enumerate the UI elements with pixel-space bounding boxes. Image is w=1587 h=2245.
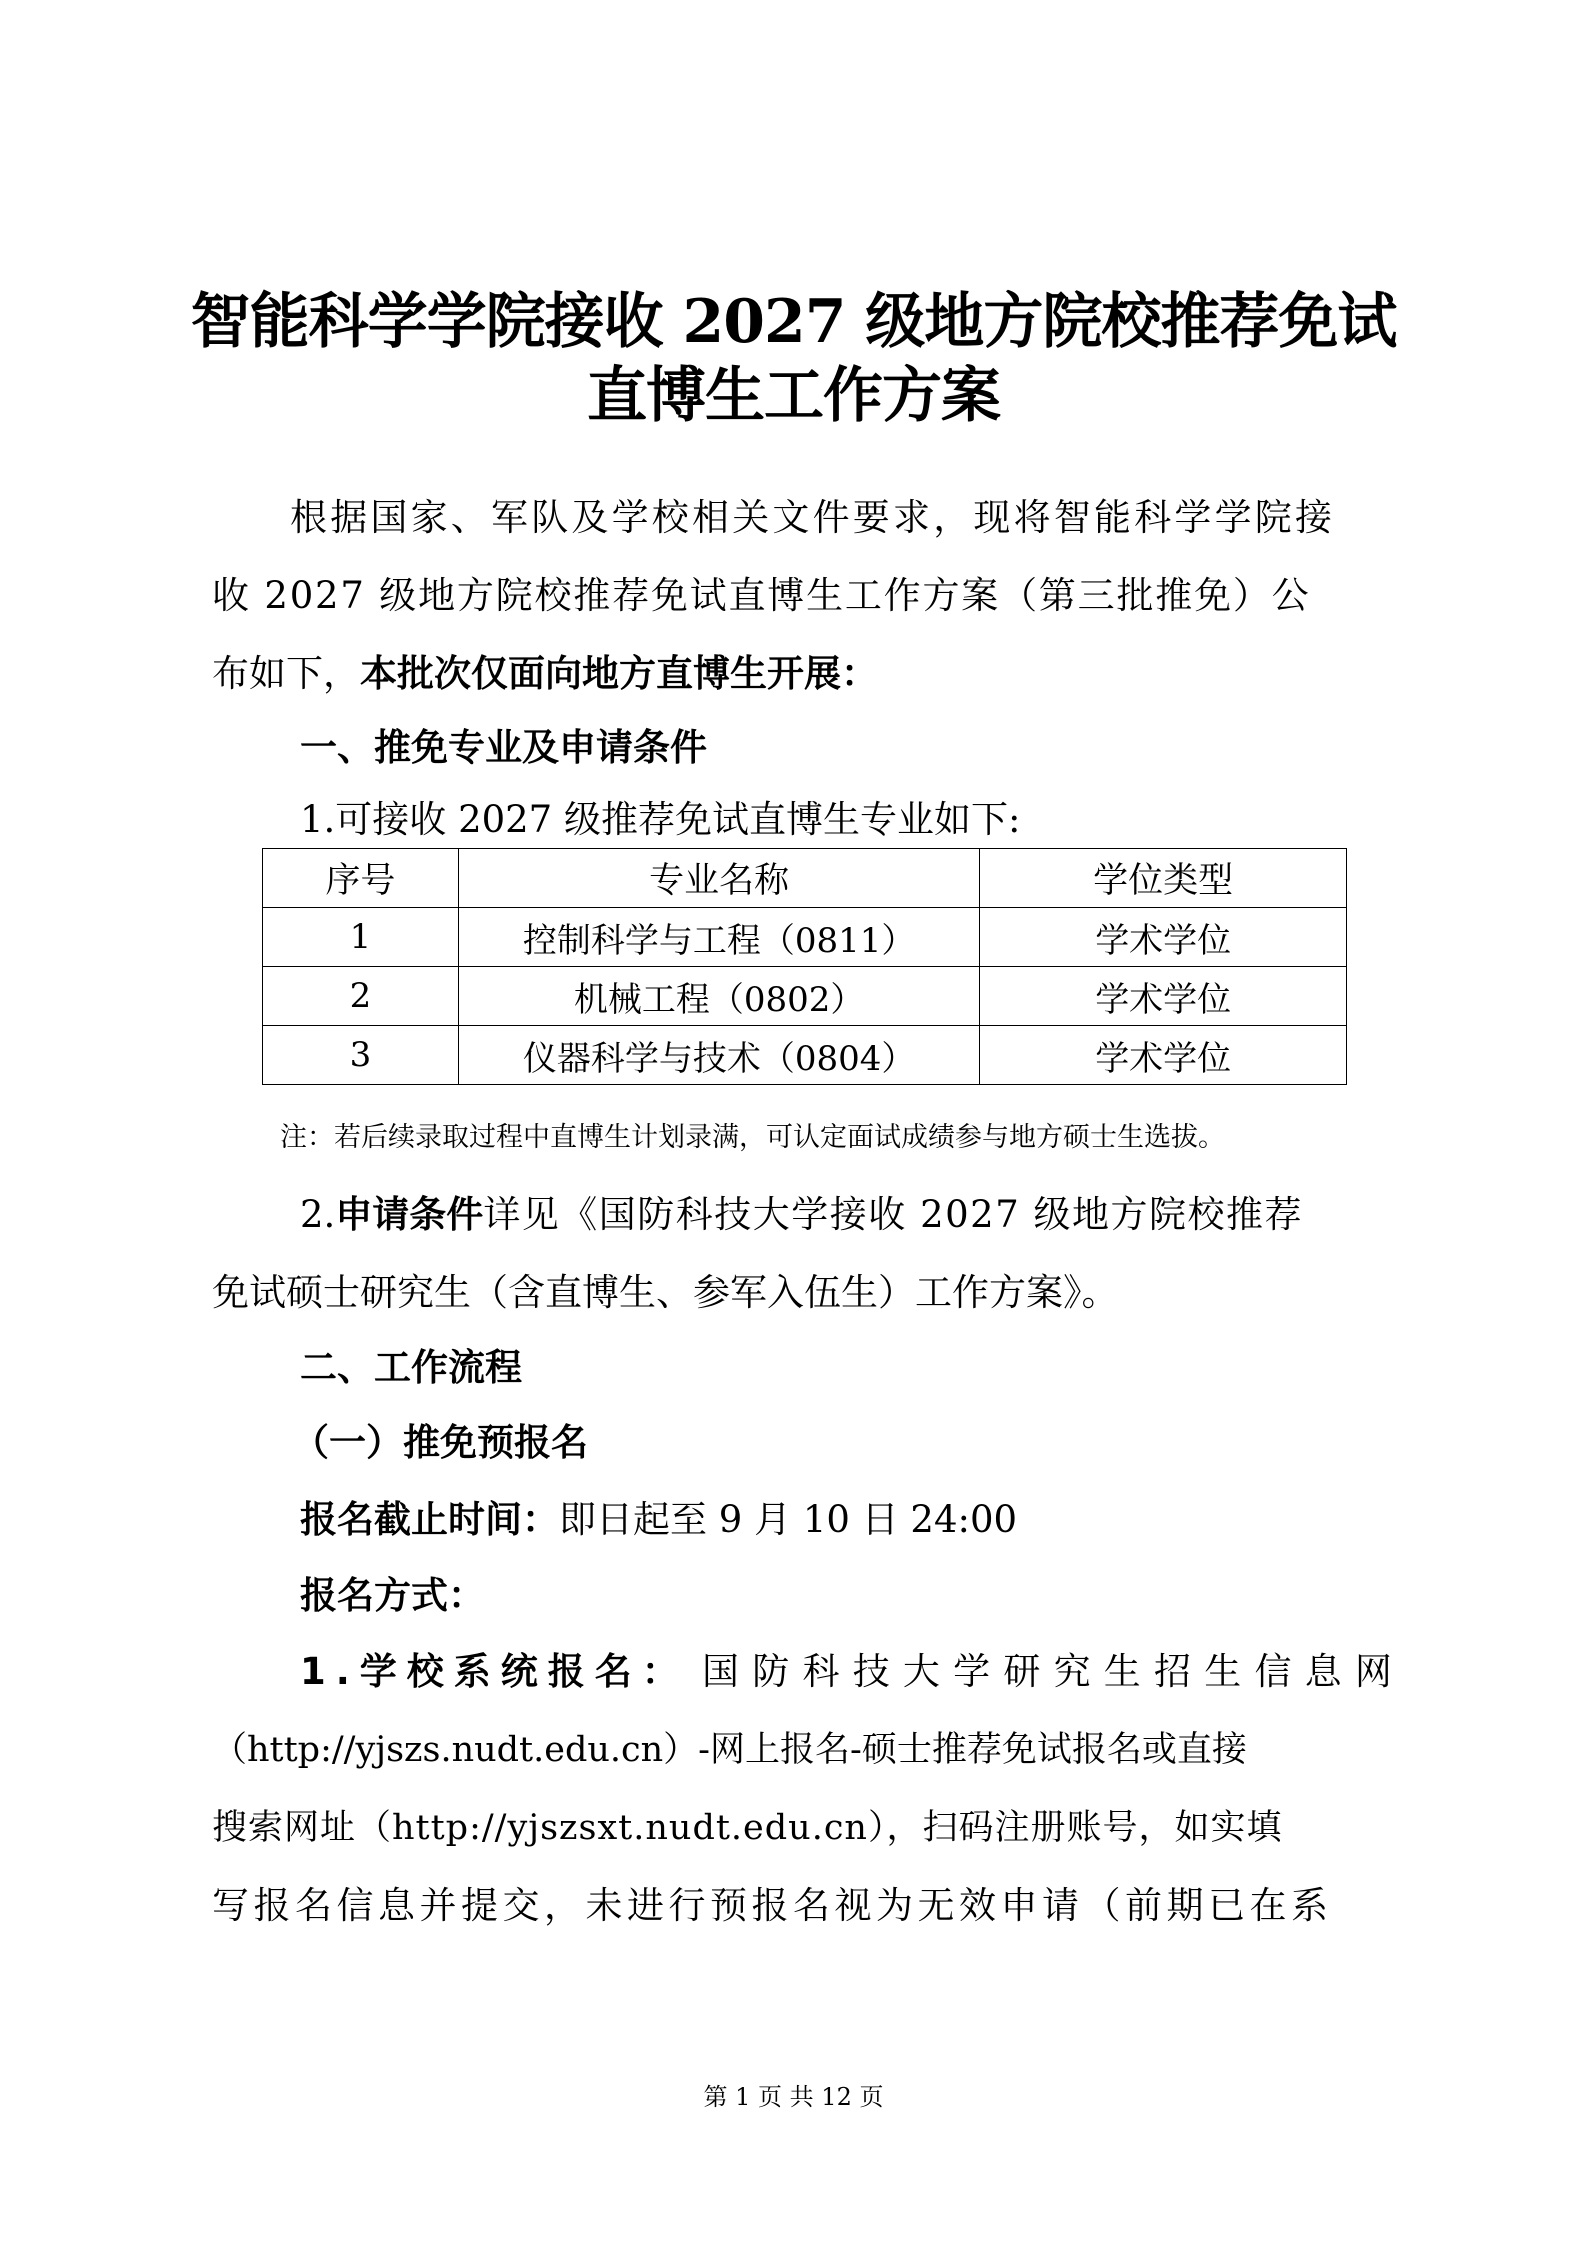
table-header-cell: 学位类型 (980, 849, 1347, 908)
section-1-item-2-line-2: 免试硕士研究生（含直博生、参军入伍生）工作方案》。 (212, 1271, 1119, 1314)
method-1-char: 招 (1154, 1650, 1191, 1693)
method-1-char: 防 (752, 1650, 790, 1693)
intro-text-3-bold: 本批次仅面向地方直博生开展： (360, 652, 878, 695)
deadline-value: 即日起至 9 月 10 日 24:00 (559, 1498, 1018, 1541)
page-footer: 第 1 页 共 12 页 (703, 2083, 884, 2111)
table-row (263, 1026, 1347, 1085)
method-1-char: 生 (1204, 1650, 1242, 1693)
section-1-item-1: 1.可接收 2027 级推荐免试直博生专业如下: (300, 798, 1021, 841)
deadline-label: 报名截止时间： (300, 1498, 559, 1541)
section-2-subheading-1: （一）推免预报名 (292, 1421, 588, 1464)
table-cell: 1 (263, 908, 459, 967)
method-1-char: 技 (852, 1650, 890, 1693)
table-cell: 学术学位 (980, 1026, 1347, 1085)
method-1-line-2 (212, 1720, 1392, 1780)
table-cell: 仪器科学与技术（0804） (458, 1026, 980, 1085)
table-cell: 控制科学与工程（0811） (458, 908, 980, 967)
section-1-heading: 一、推免专业及申请条件 (300, 726, 707, 769)
table-row (263, 908, 1347, 967)
intro-line-2 (212, 566, 1392, 626)
table-cell: 学术学位 (980, 967, 1347, 1026)
method-1-char: 信 (1254, 1650, 1292, 1693)
method-label: 报名方式： (300, 1574, 485, 1617)
table-cell: 3 (263, 1026, 459, 1085)
method-1-char: 大 (902, 1650, 940, 1693)
table-cell: 机械工程（0802） (458, 967, 980, 1026)
method-1-text-line-4: 写报名信息并提交，未进行预报名视为无效申请（前期已在系 (212, 1884, 1333, 1927)
method-1-char: 学 (953, 1650, 991, 1693)
document-title-line-2: 直博生工作方案 (587, 361, 1000, 431)
method-1-char: 究 (1053, 1650, 1091, 1693)
intro-text-3-plain: 布如下， (212, 652, 360, 695)
intro-line-3 (212, 644, 878, 704)
method-1-line-1 (300, 1642, 1392, 1702)
intro-text-2: 收 2027 级地方院校推荐免试直博生工作方案（第三批推免）公 (212, 574, 1311, 617)
table-header-cell: 专业名称 (458, 849, 980, 908)
intro-text-1: 根据国家、军队及学校相关文件要求，现将智能科学学院接 (290, 496, 1336, 539)
item-2-number: 2. (300, 1193, 336, 1236)
method-1-line-3 (212, 1798, 1392, 1858)
method-1-bold-label: 1.学校系统报名： (300, 1650, 689, 1693)
table-header-row (263, 849, 1347, 908)
method-1-char: 研 (1003, 1650, 1041, 1693)
method-1-char: 网 (1354, 1650, 1392, 1693)
method-1-line-4 (212, 1876, 1392, 1936)
method-1-char: 生 (1103, 1650, 1141, 1693)
item-2-bold-label: 申请条件 (335, 1193, 484, 1236)
table-header-cell: 序号 (263, 849, 459, 908)
item-2-text-1: 详见《国防科技大学接收 2027 级地方院校推荐 (483, 1193, 1303, 1236)
section-1-item-2-line-1 (300, 1185, 1303, 1245)
method-1-char: 国 (702, 1650, 740, 1693)
method-1-url-line-2: 搜索网址（http://yjszsxt.nudt.edu.cn），扫码注册账号，如实填 (212, 1808, 1283, 1848)
majors-table (262, 848, 1347, 1085)
table-cell: 2 (263, 967, 459, 1026)
section-2-heading: 二、工作流程 (300, 1346, 522, 1389)
table-note: 注：若后续录取过程中直博生计划录满，可认定面试成绩参与地方硕士生选拔。 (280, 1122, 1225, 1153)
document-title-line-1: 智能科学学院接收 2027 级地方院校推荐免试 (190, 287, 1397, 357)
deadline-line (300, 1490, 1017, 1550)
table-row (263, 967, 1347, 1026)
method-1-char: 科 (802, 1650, 840, 1693)
method-1-char: 息 (1304, 1650, 1342, 1693)
table-cell: 学术学位 (980, 908, 1347, 967)
intro-line-1 (290, 488, 1392, 548)
method-1-url-line: （http://yjszs.nudt.edu.cn）-网上报名-硕士推荐免试报名或直接 (212, 1730, 1247, 1770)
